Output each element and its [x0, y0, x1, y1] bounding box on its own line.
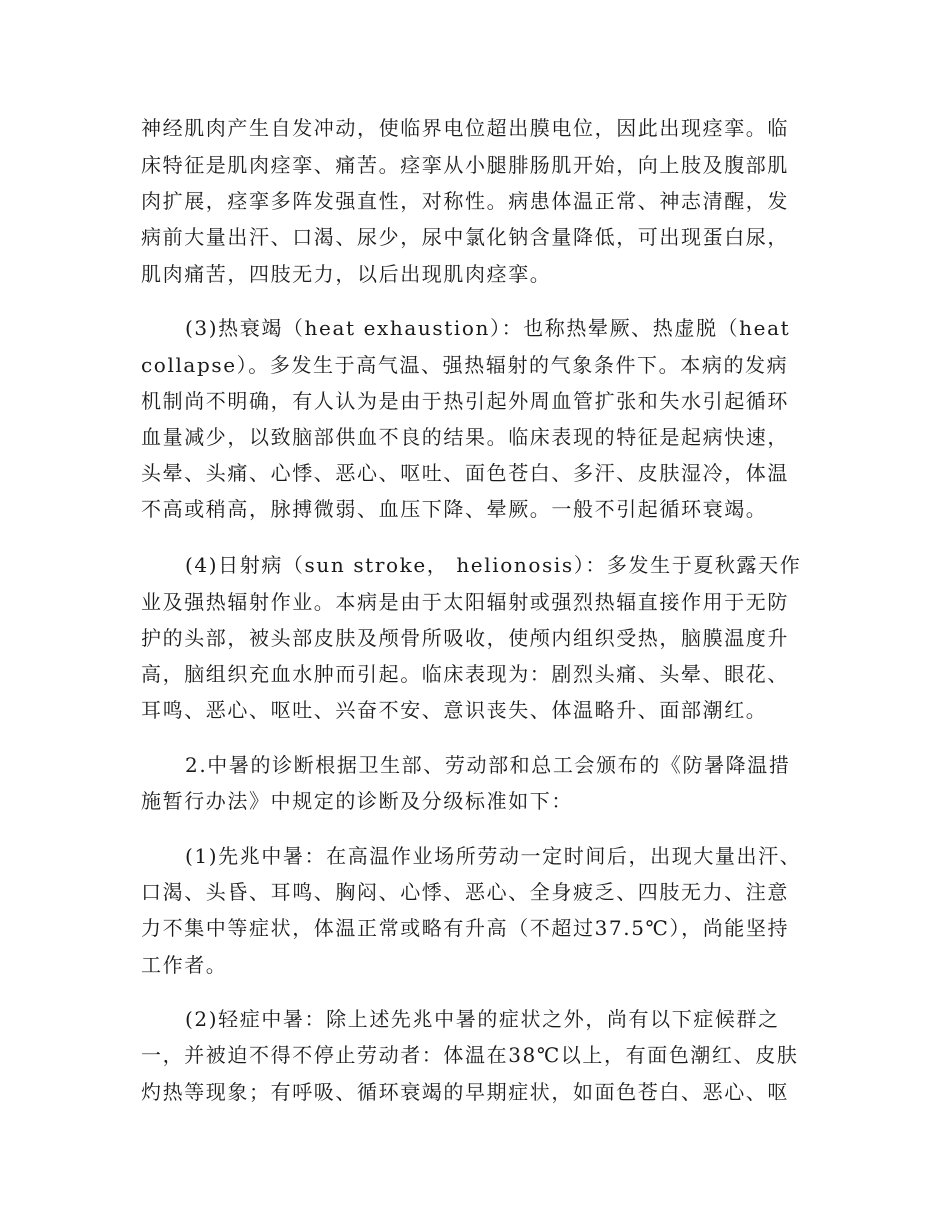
text-line-11: 不高或稍高，脉搏微弱、血压下降、晕厥。一般不引起循环衰竭。: [141, 497, 768, 521]
text-line-7: collapse）。多发生于高气温、强热辐射的气象条件下。本病的发病: [141, 353, 789, 377]
paragraph-start-diagnosis: 2.中暑的诊断根据卫生部、劳动部和总工会颁布的《防暑降温措: [185, 753, 791, 777]
text-line-10: 头晕、头痛、心悸、恶心、呕吐、面色苍白、多汗、皮肤湿冷，体温: [141, 461, 789, 485]
text-line-1: 神经肌肉产生自发冲动，使临界电位超出膜电位，因此出现痉挛。临: [141, 116, 789, 140]
text-line-3: 肉扩展，痉挛多阵发强直性，对称性。病患体温正常、神志清醒，发: [141, 189, 789, 213]
text-line-13: 业及强热辐射作业。本病是由于太阳辐射或强烈热辐直接作用于无防: [141, 590, 789, 614]
paragraph-start-heat-exhaustion: (3)热衰竭（heat exhaustion）：也称热晕厥、热虚脱（heat: [185, 316, 791, 340]
text-line-8: 机制尚不明确，有人认为是由于热引起外周血管扩张和失水引起循环: [141, 389, 789, 413]
text-line-18: 施暂行办法》中规定的诊断及分级标准如下：: [141, 789, 573, 813]
text-line-21: 力不集中等症状，体温正常或略有升高（不超过37.5℃），尚能坚持: [141, 916, 790, 940]
text-line-4: 病前大量出汗、口渴、尿少，尿中氯化钠含量降低，可出现蛋白尿，: [141, 225, 789, 249]
text-line-14: 护的头部，被头部皮肤及颅骨所吸收，使颅内组织受热，脑膜温度升: [141, 626, 789, 650]
text-line-16: 耳鸣、恶心、呕吐、兴奋不安、意识丧失、体温略升、面部潮红。: [141, 698, 768, 722]
text-line-20: 口渴、头昏、耳鸣、胸闷、心悸、恶心、全身疲乏、四肢无力、注意: [141, 880, 789, 904]
text-line-15: 高，脑组织充血水肿而引起。临床表现为：剧烈头痛、头晕、眼花、: [141, 662, 789, 686]
text-line-22: 工作者。: [141, 953, 228, 977]
text-line-25: 灼热等现象；有呼吸、循环衰竭的早期症状，如面色苍白、恶心、呕: [141, 1080, 789, 1104]
text-line-5: 肌肉痛苦，四肢无力，以后出现肌肉痉挛。: [141, 262, 552, 286]
text-line-2: 床特征是肌肉痉挛、痛苦。痉挛从小腿腓肠肌开始，向上肢及腹部肌: [141, 153, 789, 177]
text-line-9: 血量减少，以致脑部供血不良的结果。临床表现的特征是起病快速，: [141, 425, 789, 449]
text-line-24: 一，并被迫不得不停止劳动者：体温在38℃以上，有面色潮红、皮肤: [141, 1043, 799, 1067]
paragraph-start-sun-stroke: (4)日射病（sun stroke， helionosis）：多发生于夏秋露天作: [185, 553, 802, 577]
paragraph-start-mild-heatstroke: (2)轻症中暑：除上述先兆中暑的症状之外，尚有以下症候群之: [185, 1007, 780, 1031]
paragraph-start-prodromal: (1)先兆中暑：在高温作业场所劳动一定时间后，出现大量出汗、: [185, 844, 802, 868]
